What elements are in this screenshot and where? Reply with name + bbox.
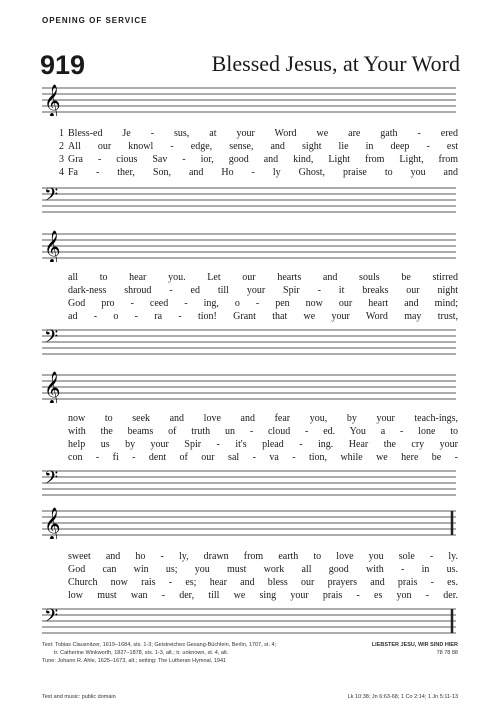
- svg-text:𝄢: 𝄢: [44, 185, 59, 210]
- hymn-number: 919: [40, 50, 86, 80]
- verse-4: low must wan - der, till we sing your prais - es yon - der.: [68, 590, 458, 601]
- treble-staff: [36, 82, 458, 116]
- svg-text:𝄢: 𝄢: [44, 468, 59, 493]
- tune-info: LIEBSTER JESU, WIR SIND HIER 78 78 88: [371, 642, 458, 656]
- svg-text:𝄞: 𝄞: [44, 507, 61, 539]
- svg-text:𝄢: 𝄢: [44, 606, 59, 631]
- bass-staff: [36, 182, 458, 216]
- verse-1: sweet and ho - ly, drawn from earth to love you sole - ly.: [68, 551, 458, 562]
- credits: Text: Tobias Clausnitzer, 1619–1684, sts. 1-3; Geistreiches Gesang-Büchlein, Berlin, 1707, st. 4; tr. Catherine Winkworth, 1827–1878, sts. 1-3, alt.; tr. unknown, st. 4, alt. Tune: Johann R. Ahle, 1625–1673, alt.; setting: The Lutheran Hymnal, 1941: [42, 642, 277, 664]
- bass-staff: [36, 603, 458, 637]
- verse-3: Church now rais - es; hear and bless our prayers and prais - es.: [68, 577, 458, 588]
- verse-1: now to seek and love and fear you, by your teach-ings,: [68, 413, 458, 424]
- svg-text:𝄢: 𝄢: [44, 327, 59, 352]
- treble-staff: [36, 505, 458, 539]
- scripture-refs: Lk 10:38; Jn 6:63-68; 1 Co 2:14; 1 Jn 5:11-13: [347, 694, 458, 700]
- svg-text:𝄞: 𝄞: [44, 371, 61, 403]
- verse-3: 3 Gra - cious Sav - ior, good and kind, Light from Light, from: [59, 154, 458, 165]
- svg-text:𝄞: 𝄞: [44, 230, 61, 262]
- treble-staff: [36, 369, 458, 403]
- bass-staff: [36, 324, 458, 358]
- hymn-title: Blessed Jesus, at Your Word: [211, 51, 460, 76]
- verse-2: with the beams of truth un - cloud - ed. You a - lone to: [68, 426, 458, 437]
- copyright: Text and music: public domain: [42, 694, 116, 700]
- verse-2: dark-ness shroud - ed till your Spir - it breaks our night: [68, 285, 458, 296]
- verse-2: 2 All our knowl - edge, sense, and sight lie in deep - est: [59, 141, 458, 152]
- verse-4: 4 Fa - ther, Son, and Ho - ly Ghost, praise to you and: [59, 167, 458, 178]
- verse-4: ad - o - ra - tion! Grant that we your Word may trust,: [68, 311, 458, 322]
- verse-3: God pro - ceed - ing, o - pen now our heart and mind;: [68, 298, 458, 309]
- verse-2: God can win us; you must work all good with - in us.: [68, 564, 458, 575]
- bass-staff: [36, 465, 458, 499]
- treble-staff: [36, 228, 458, 262]
- verse-1: all to hear you. Let our hearts and souls be stirred: [68, 272, 458, 283]
- verse-3: help us by your Spir - it's plead - ing. Hear the cry your: [68, 439, 458, 450]
- section-heading: OPENING OF SERVICE: [42, 16, 148, 25]
- verse-1: 1 Bless-ed Je - sus, at your Word we are gath - ered: [59, 128, 458, 139]
- svg-text:𝄞: 𝄞: [44, 84, 61, 116]
- verse-4: con - fi - dent of our sal - va - tion, while we here be -: [68, 452, 458, 463]
